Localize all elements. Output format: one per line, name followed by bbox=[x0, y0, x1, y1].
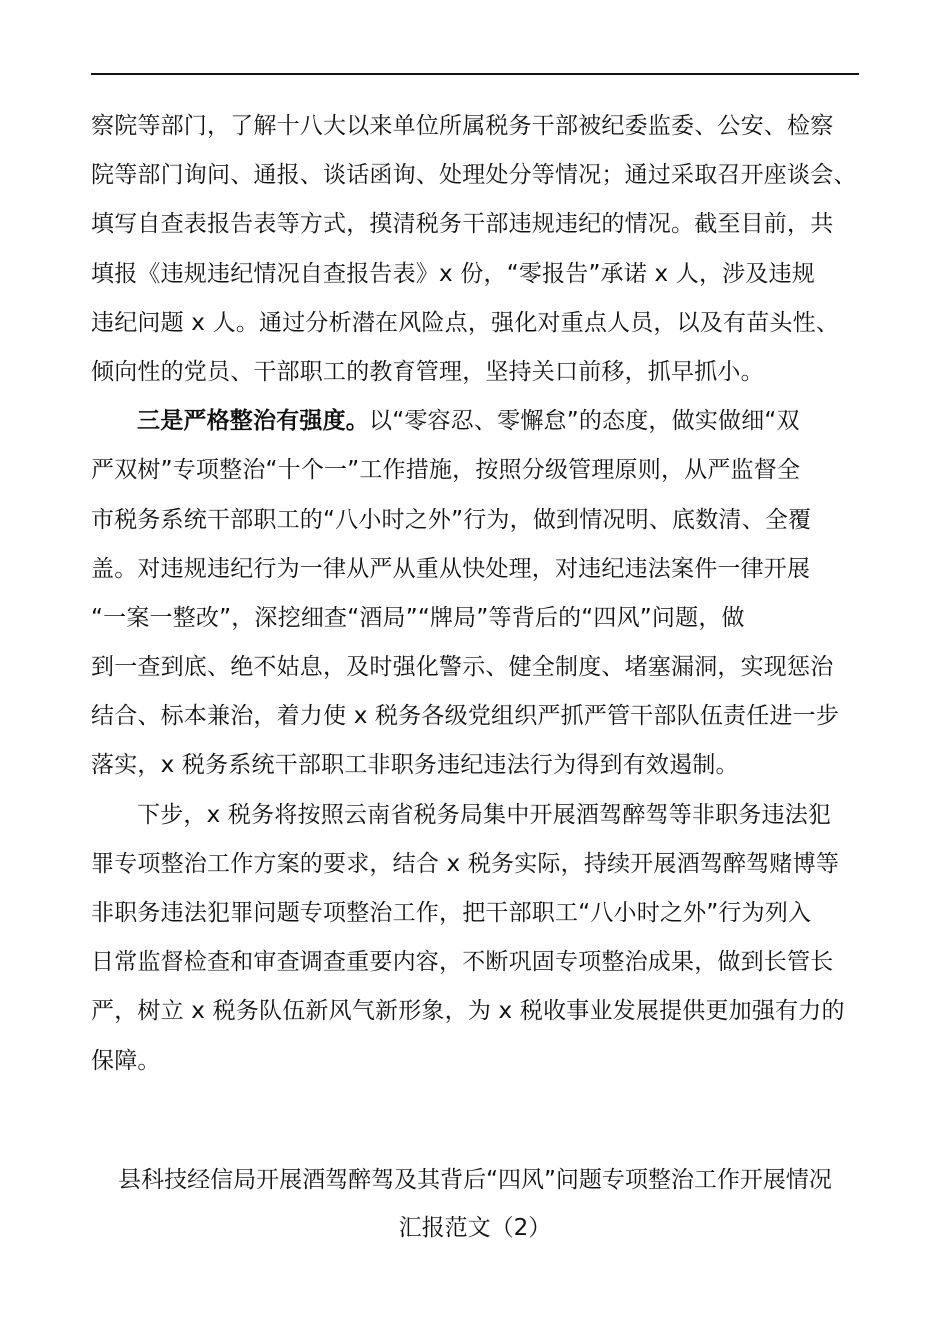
paragraph-line: 违纪问题 x 人。通过分析潜在风险点，强化对重点人员，以及有苗头性、 bbox=[91, 309, 840, 336]
paragraph-line: 填写自查表报告表等方式，摸清税务干部违规违纪的情况。截至目前，共 bbox=[91, 211, 834, 238]
paragraph-line: 严双树”专项整治“十个一”工作措施，按照分级管理原则，从严监督全 bbox=[91, 457, 801, 484]
paragraph-line: 下步，x 税务将按照云南省税务局集中开展酒驾醉驾等非职务违法犯 bbox=[137, 801, 832, 828]
paragraph-line: 保障。 bbox=[91, 1047, 161, 1074]
next-article-title bbox=[91, 1156, 859, 1252]
paragraph-line: 院等部门询问、通报、谈话函询、处理处分等情况；通过采取召开座谈会、 bbox=[91, 162, 857, 189]
paragraph-line: 倾向性的党员、干部职工的教育管理，坚持关口前移，抓早抓小。 bbox=[91, 358, 764, 385]
title-line: 县科技经信局开展酒驾醉驾及其背后“四风”问题专项整治工作开展情况 bbox=[118, 1167, 832, 1193]
paragraph-line: 非职务违法犯罪问题专项整治工作，把干部职工“八小时之外”行为列入 bbox=[91, 900, 812, 926]
paragraph-text: 以“零容忍、零懈怠”的态度，做实做细“双 bbox=[369, 408, 800, 435]
document-body bbox=[91, 102, 867, 1086]
header-rule bbox=[91, 73, 859, 75]
paragraph-first-line bbox=[91, 397, 867, 446]
paragraph-line: 市税务系统干部职工的“八小时之外”行为，做到情况明、底数清、全覆 bbox=[91, 506, 812, 533]
paragraph-line: 落实，x 税务系统干部职工非职务违纪违法行为得到有效遏制。 bbox=[91, 752, 739, 779]
paragraph-line: 日常监督检查和审查调查重要内容，不断巩固专项整治成果，做到长管长 bbox=[91, 949, 834, 976]
paragraph-2 bbox=[91, 397, 867, 791]
paragraph-line: 察院等部门，了解十八大以来单位所属税务干部被纪委监委、公安、检察 bbox=[91, 113, 834, 139]
paragraph-heading: 三是严格整治有强度。 bbox=[137, 408, 369, 435]
paragraph-line: 填报《违规违纪情况自查报告表》x 份，“零报告”承诺 x 人，涉及违规 bbox=[91, 260, 815, 287]
paragraph-line: 罪专项整治工作方案的要求，结合 x 税务实际，持续开展酒驾醉驾赌博等 bbox=[91, 850, 840, 877]
paragraph-line: “一案一整改”，深挖细查“酒局”“牌局”等背后的“四风”问题，做 bbox=[91, 604, 745, 631]
paragraph-line: 严，树立 x 税务队伍新风气新形象，为 x 税收事业发展提供更加强有力的 bbox=[91, 998, 845, 1025]
paragraph-1 bbox=[91, 102, 867, 397]
paragraph-3 bbox=[91, 791, 867, 1086]
paragraph-line: 盖。对违规违纪行为一律从严从重从快处理，对违纪违法案件一律开展 bbox=[91, 555, 811, 582]
title-line: 汇报范文（2） bbox=[398, 1215, 552, 1241]
paragraph-line: 结合、标本兼治，着力使 x 税务各级党组织严抓严管干部队伍责任进一步 bbox=[91, 703, 840, 730]
paragraph-line: 到一查到底、绝不姑息，及时强化警示、健全制度、堵塞漏洞，实现惩治 bbox=[91, 654, 834, 681]
